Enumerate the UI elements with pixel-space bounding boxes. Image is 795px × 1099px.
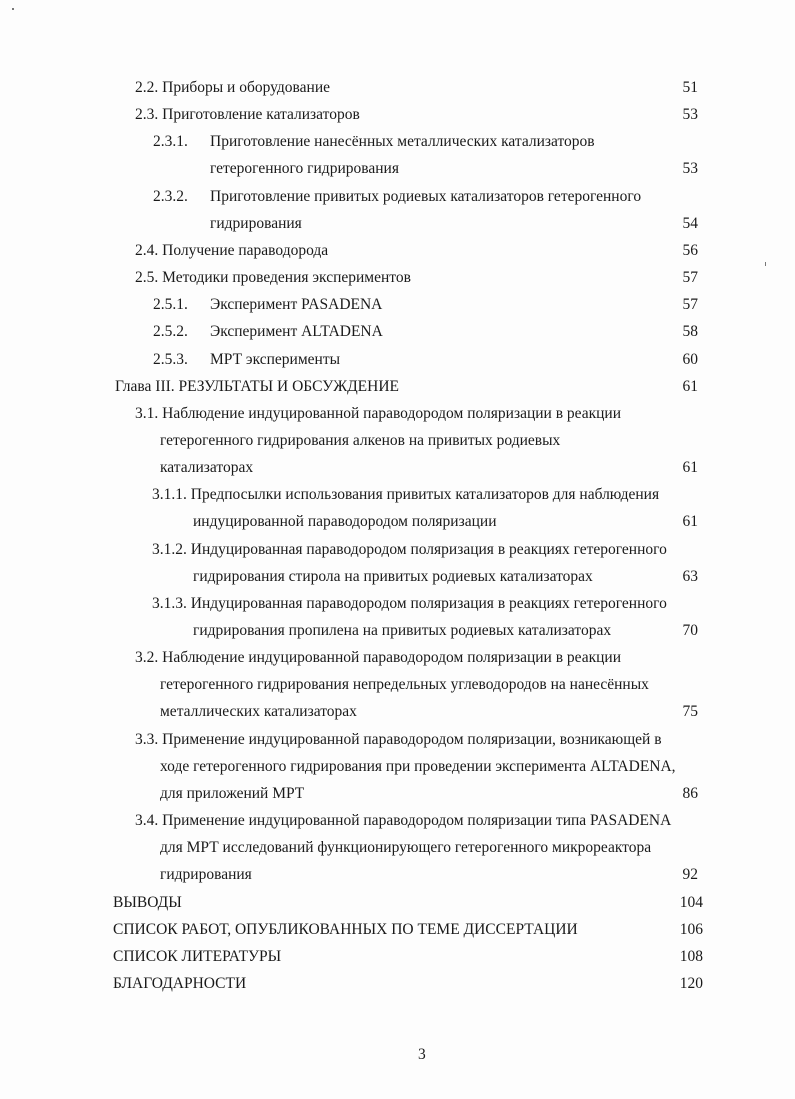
toc-entry-title: ходе гетерогенного гидрирования при проведении эксперимента ALTADENA, (160, 757, 676, 775)
toc-page-ref: 106 (679, 920, 703, 938)
toc-page-ref: 61 (682, 459, 698, 477)
toc-entry-title: гидрирования (160, 866, 252, 884)
page-number: 3 (418, 1046, 426, 1063)
toc-entry-title: гидрирования стирола на привитых родиевых катализаторах (193, 567, 593, 585)
toc-page-ref: 61 (682, 513, 698, 531)
toc-entry-title: 2.5. Методики проведения экспериментов (135, 269, 411, 287)
toc-entry-title: Приготовление нанесённых металлических катализаторов (210, 133, 595, 151)
toc-entry-title: гидрирования пропилена на привитых родиевых катализаторах (193, 622, 612, 639)
toc-page-ref: 75 (682, 703, 698, 721)
toc-entry-title: 3.3. Применение индуцированной параводородом поляризации, возникающей в (135, 730, 662, 748)
toc-entry-title: 3.1. Наблюдение индуцированной параводородом поляризации в реакции (135, 404, 622, 422)
toc-entry-title: СПИСОК РАБОТ, ОПУБЛИКОВАННЫХ ПО ТЕМЕ ДИССЕРТАЦИИ (113, 920, 578, 938)
toc-entry-title: 2.4. Получение параводорода (135, 241, 329, 259)
scan-speck (12, 8, 14, 10)
toc-entry-number: 2.5.1. (153, 296, 188, 314)
toc-entry-title: гетерогенного гидрирования алкенов на привитых родиевых (160, 431, 561, 449)
toc-page-ref: 108 (679, 947, 703, 965)
toc-entry-title: для МРТ исследований функционирующего гетерогенного микрореактора (160, 839, 652, 857)
toc-entry-title: металлических катализаторах (160, 703, 357, 721)
toc-page-ref: 56 (682, 241, 698, 259)
toc-entry-title: 3.1.1. Предпосылки использования привитых катализаторов для наблюдения (152, 486, 660, 504)
toc-page-ref: 53 (682, 106, 698, 124)
toc-entry-title: МРТ эксперименты (210, 350, 341, 368)
toc-entry-title: катализаторах (160, 459, 254, 477)
toc-entry-title: Эксперимент ALTADENA (210, 323, 383, 341)
toc-entry-title: 3.1.2. Индуцированная параводородом поляризация в реакциях гетерогенного (152, 540, 667, 558)
toc-page-ref: 57 (682, 269, 698, 287)
toc-entry-title: гидрирования (210, 214, 302, 232)
toc-page-ref: 92 (682, 866, 698, 884)
toc-page-ref: 120 (679, 974, 703, 992)
toc-entry-number: 2.5.3. (153, 350, 188, 368)
toc-page-ref: 57 (682, 296, 698, 314)
toc-page-ref: 63 (682, 567, 698, 585)
toc-entry-title: индуцированной параводородом поляризации (193, 513, 497, 531)
toc-entry-title: 2.3. Приготовление катализаторов (135, 106, 360, 124)
toc-entry-number: 2.3.1. (153, 133, 188, 151)
toc-page-ref: 60 (682, 350, 698, 368)
toc-entry-number: 2.3.2. (153, 187, 188, 205)
toc-entry-title: БЛАГОДАРНОСТИ (113, 974, 247, 992)
toc-entry-title: ВЫВОДЫ (113, 893, 182, 911)
toc-entry-title: 3.1.3. Индуцированная параводородом поляризация в реакциях гетерогенного (152, 594, 667, 612)
toc-entry-title: Глава III. РЕЗУЛЬТАТЫ И ОБСУЖДЕНИЕ (115, 377, 399, 395)
toc-page-ref: 104 (679, 893, 703, 911)
toc-entry-title: гетерогенного гидрирования (210, 160, 399, 178)
toc-page-ref: 58 (682, 323, 698, 341)
toc-page-ref: 51 (682, 79, 698, 96)
toc-page-ref: 86 (682, 784, 698, 802)
toc-entry-title: для приложений МРТ (160, 784, 305, 802)
toc-entry-title: Приготовление привитых родиевых катализаторов гетерогенного (210, 187, 642, 205)
toc-entry-title: 3.2. Наблюдение индуцированной параводородом поляризации в реакции (135, 649, 622, 667)
toc-entry-title: 2.2. Приборы и оборудование (135, 79, 331, 96)
toc-page-ref: 54 (682, 214, 698, 232)
toc-entry-title: гетерогенного гидрирования непредельных углеводородов на нанесённых (160, 676, 649, 694)
toc-entry-title: Эксперимент PASADENA (210, 296, 383, 314)
scan-speck (765, 262, 766, 266)
toc-entry-title: СПИСОК ЛИТЕРАТУРЫ (113, 947, 282, 965)
toc-page-ref: 53 (682, 160, 698, 178)
toc-page-ref: 70 (682, 622, 698, 639)
toc-page-ref: 61 (682, 377, 698, 395)
toc-entry-title: 3.4. Применение индуцированной параводородом поляризации типа PASADENA (135, 812, 672, 830)
toc-entry-number: 2.5.2. (153, 323, 188, 341)
